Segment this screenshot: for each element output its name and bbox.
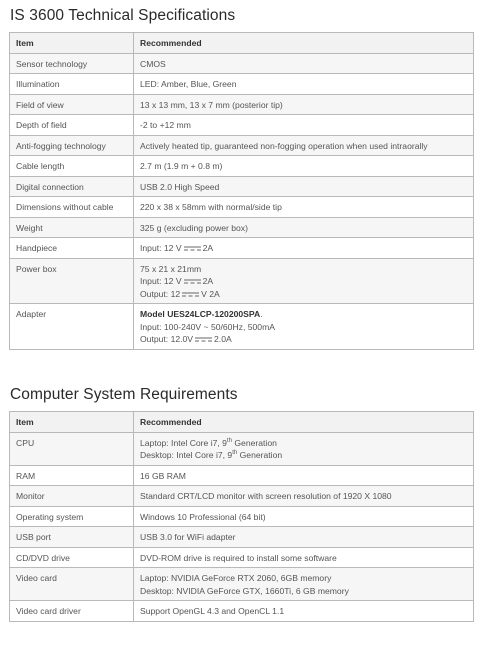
row-item: CD/DVD drive [10,547,134,568]
row-value: LED: Amber, Blue, Green [134,74,474,95]
system-requirements-table [9,411,474,622]
row-item: Adapter [10,304,134,350]
adapter-output-current: 2.0A [214,334,232,344]
row-value: -2 to +12 mm [134,115,474,136]
video-card-laptop: Laptop: NVIDIA GeForce RTX 2060, 6GB memory [140,573,332,583]
video-card-desktop: Desktop: NVIDIA GeForce GTX, 1660Ti, 6 GB memory [140,585,349,596]
direct-current-symbol-icon [195,337,212,342]
power-box-input-label: Input: 12 V [140,276,182,286]
cpu-desktop-gen: Generation [237,450,283,460]
table-row [10,432,474,465]
row-value: CMOS [134,53,474,74]
table-row [10,115,474,136]
header-item: Item [10,412,134,433]
cpu-laptop [140,437,467,450]
row-value: 220 x 38 x 58mm with normal/side tip [134,197,474,218]
power-box-output-label: Output: 12 [140,288,181,299]
table-row [10,156,474,177]
cpu-laptop-gen: Generation [231,437,277,448]
table-row [10,53,474,74]
row-value: USB 2.0 High Speed [134,176,474,197]
handpiece-input-label: Input: 12 V [140,243,182,253]
row-value [134,568,474,601]
cpu-laptop-sup: th [226,437,232,444]
adapter-output-label: Output: 12.0V [140,334,194,344]
handpiece-current: 2A [202,243,214,253]
row-item: Video card [10,568,134,601]
row-item: Video card driver [10,601,134,622]
row-item: Operating system [10,506,134,527]
row-value: Windows 10 Professional (64 bit) [134,506,474,527]
row-value: 325 g (excluding power box) [134,217,474,238]
spec-section-title: IS 3600 Technical Specifications [10,7,236,24]
header-recommended: Recommended [134,33,474,54]
table-row [10,135,474,156]
row-item: Handpiece [10,238,134,259]
row-item: Field of view [10,94,134,115]
row-value [134,258,474,304]
row-value: 2.7 m (1.9 m + 0.8 m) [134,156,474,177]
table-row [10,176,474,197]
row-value: Actively heated tip, guaranteed non-fogging operation when used intraorally [134,135,474,156]
cpu-desktop-text: Desktop: Intel Core i7, 9 [140,450,233,460]
table-row [10,547,474,568]
table-row [10,601,474,622]
row-item: Anti-fogging technology [10,135,134,156]
header-recommended: Recommended [134,412,474,433]
row-value: 16 GB RAM [134,465,474,486]
row-item: Depth of field [10,115,134,136]
row-value: 13 x 13 mm, 13 x 7 mm (posterior tip) [134,94,474,115]
requirements-section-title: Computer System Requirements [10,386,238,403]
direct-current-symbol-icon [184,279,201,284]
row-item: Dimensions without cable [10,197,134,218]
row-value [134,432,474,465]
adapter-output [140,333,467,346]
table-row [10,527,474,548]
row-item: Cable length [10,156,134,177]
adapter-model-name: Model UES24LCP-120200SPA [140,309,261,319]
table-row [10,217,474,238]
direct-current-symbol-icon [184,246,201,251]
table-row [10,74,474,95]
row-item: Monitor [10,486,134,507]
row-item: Weight [10,217,134,238]
table-row [10,486,474,507]
table-header-row [10,33,474,54]
power-box-output [140,288,467,301]
table-row [10,465,474,486]
row-item: CPU [10,432,134,465]
adapter-model [140,308,467,321]
power-box-input-current: 2A [202,276,214,286]
direct-current-symbol-icon [182,292,199,297]
row-value [134,304,474,350]
row-item: Illumination [10,74,134,95]
row-value: Standard CRT/LCD monitor with screen resolution of 1920 X 1080 [134,486,474,507]
row-value: USB 3.0 for WiFi adapter [134,527,474,548]
row-item: Digital connection [10,176,134,197]
adapter-model-period: . [260,309,263,319]
row-item: Power box [10,258,134,304]
table-row [10,238,474,259]
table-row [10,94,474,115]
table-row [10,197,474,218]
power-box-output-current: V 2A [201,288,220,299]
power-box-dimensions: 75 x 21 x 21mm [140,263,202,274]
table-row [10,304,474,350]
adapter-input: Input: 100-240V ~ 50/60Hz, 500mA [140,321,275,332]
row-value: Support OpenGL 4.3 and OpenCL 1.1 [134,601,474,622]
table-row [10,568,474,601]
cpu-laptop-text: Laptop: Intel Core i7, 9 [140,437,227,448]
table-header-row [10,412,474,433]
row-item: RAM [10,465,134,486]
technical-specifications-table [9,32,474,350]
cpu-desktop-sup: th [232,450,238,457]
row-value [134,238,474,259]
power-box-input [140,275,467,288]
row-value: DVD-ROM drive is required to install some software [134,547,474,568]
row-item: Sensor technology [10,53,134,74]
cpu-desktop [140,449,467,462]
table-row [10,258,474,304]
header-item: Item [10,33,134,54]
row-item: USB port [10,527,134,548]
table-row [10,506,474,527]
